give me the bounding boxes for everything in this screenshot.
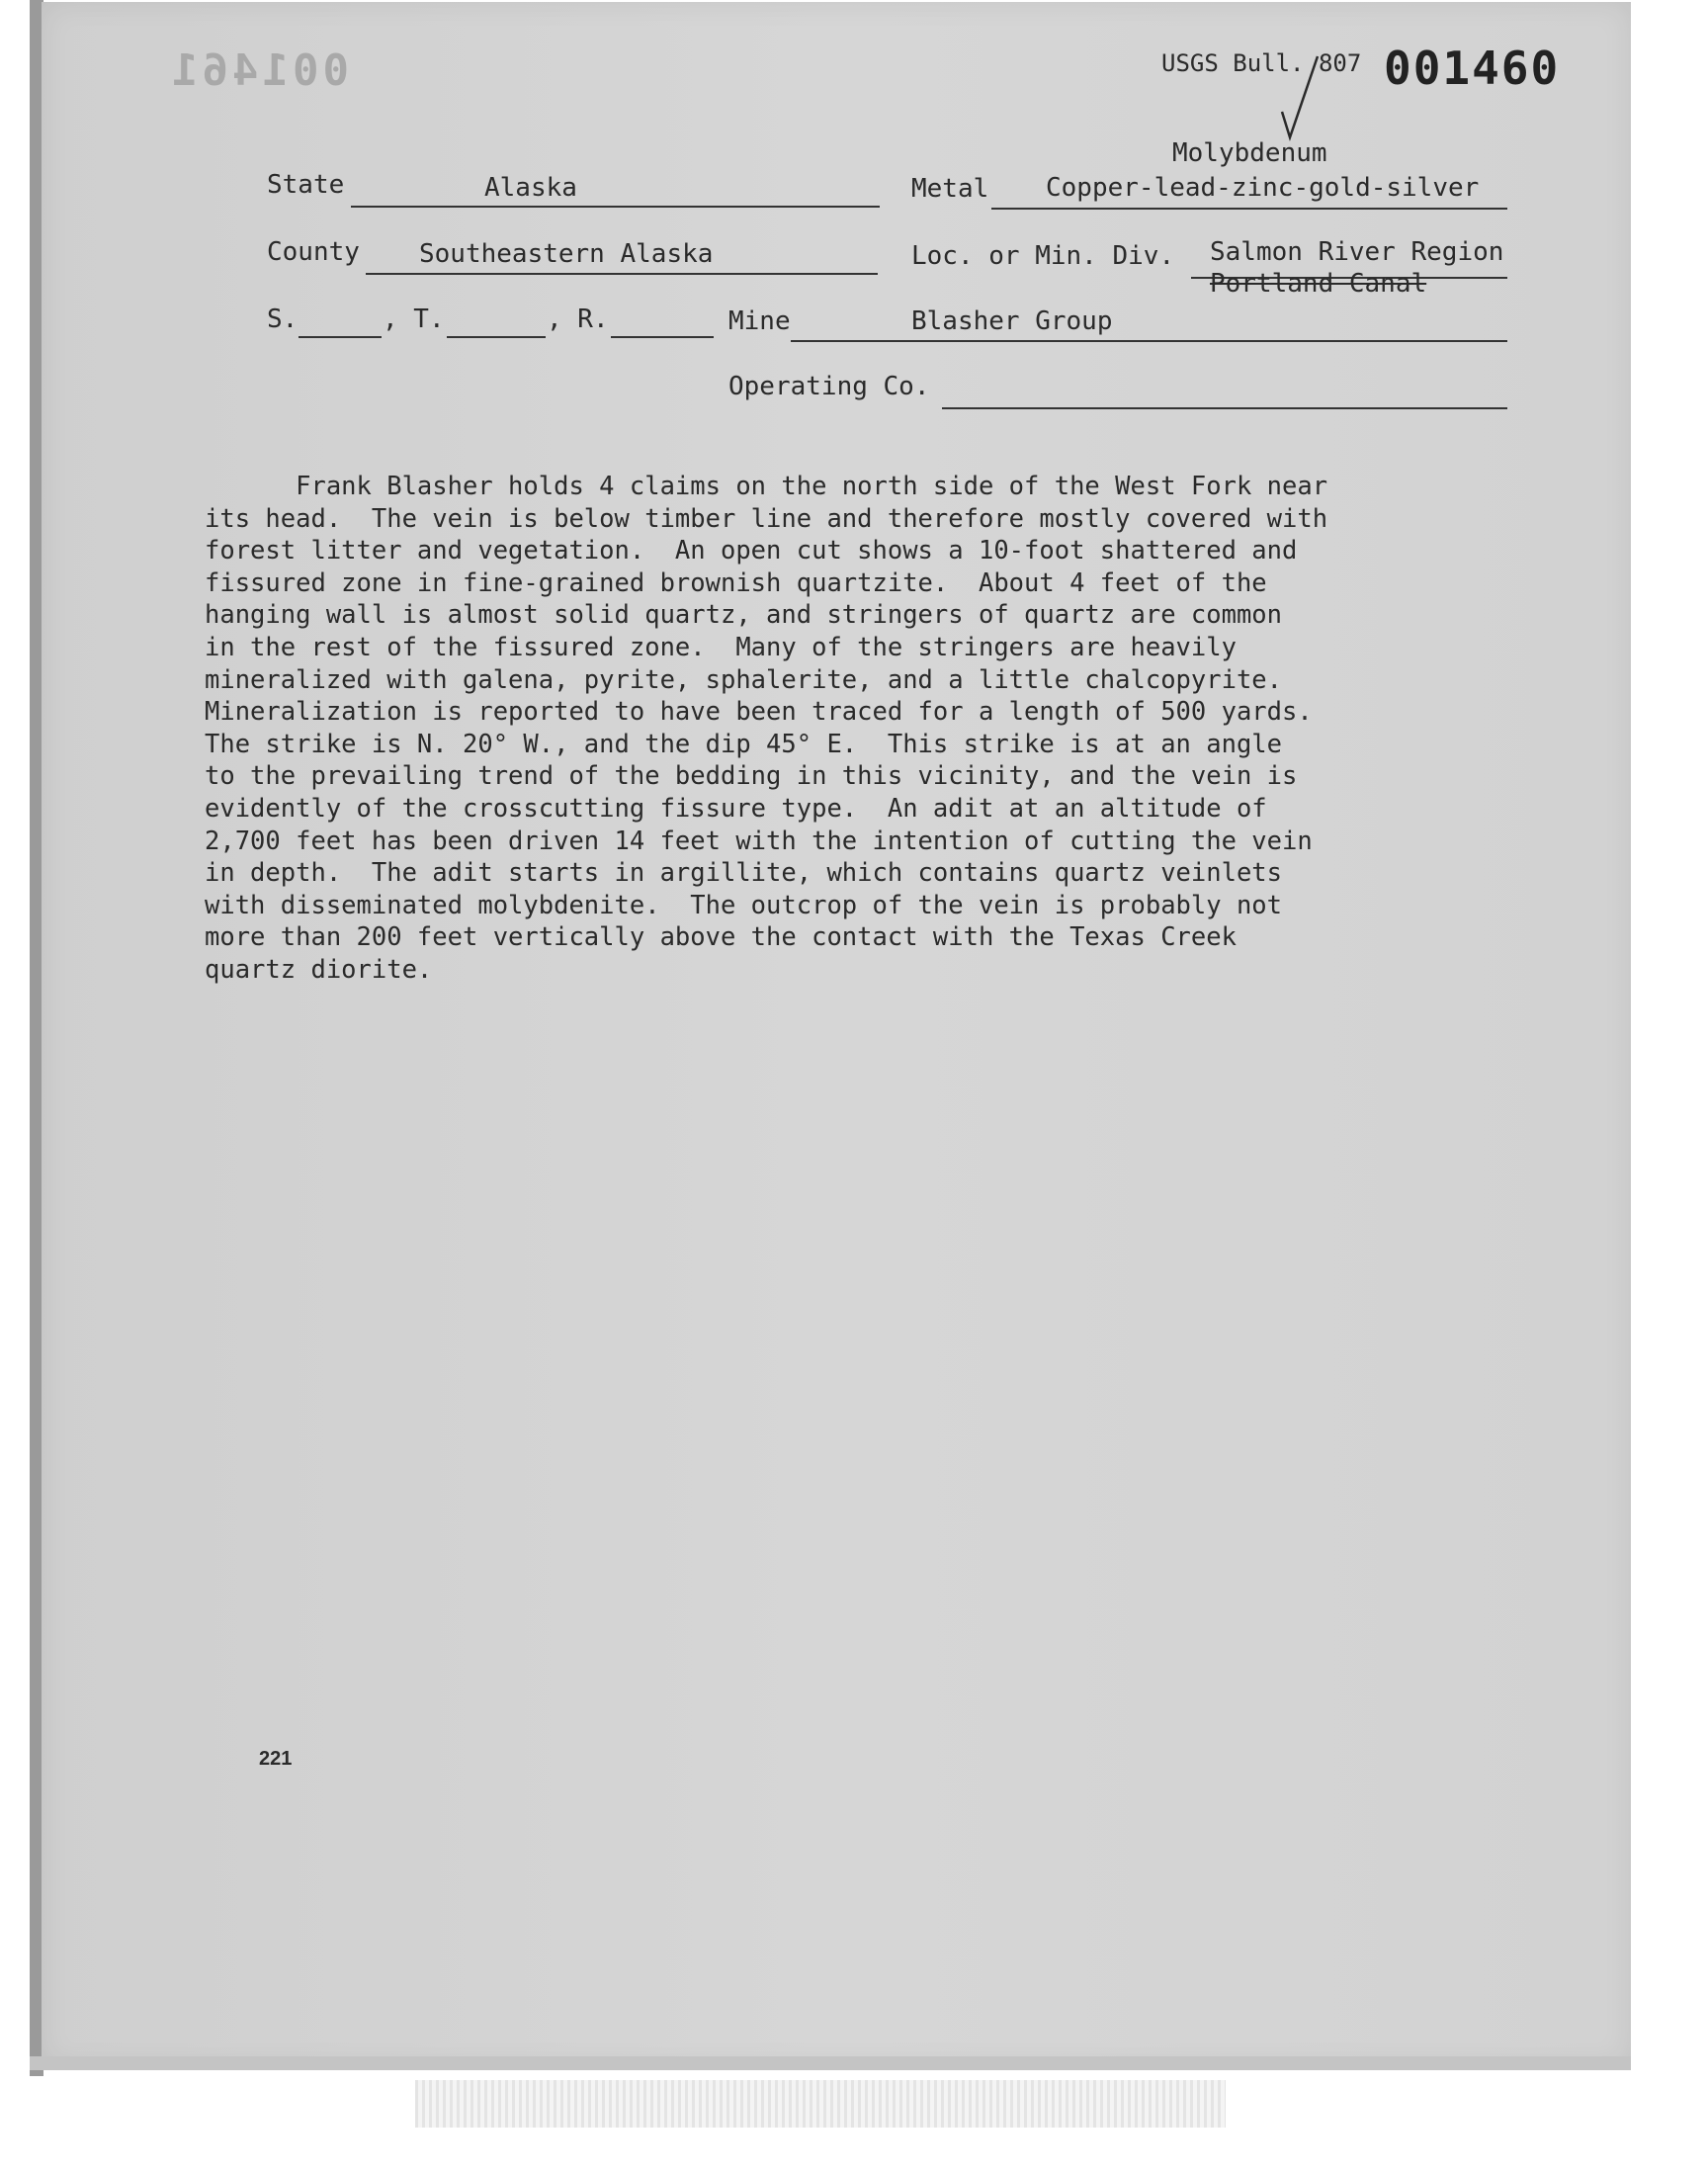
- section-label: S.: [267, 304, 299, 334]
- county-label: County: [267, 237, 360, 267]
- document-id-stamp: 001460: [1384, 42, 1561, 95]
- loc-min-div-label: Loc. or Min. Div.: [911, 241, 1175, 271]
- section-field-line: [299, 336, 382, 338]
- page-number: 221: [259, 1748, 293, 1770]
- county-value: Southeastern Alaska: [419, 239, 714, 269]
- metal-value-added: Molybdenum: [1172, 138, 1327, 168]
- loc-min-div-value: Salmon River Region: [1210, 237, 1504, 267]
- mine-label: Mine: [728, 306, 791, 336]
- description-paragraph: Frank Blasher holds 4 claims on the north side of the West Fork near its head. The vein is below timber line and therefore mostly covered with forest litter and vegetation. An open cut shows a 10-foot shattered and fissured zone in fine-grained brownish quartzite. About 4 feet of the hanging wall is almost solid quartz, and stringers of quartz are common in the rest of the fissured zone. Many of the stringers are heavily mineralized with galena, pyrite, sphalerite, and a little chalcopyrite. Mineralization is reported to have been traced for a length of 500 yards. The strike is N. 20° W., and the dip 45° E. This strike is at an angle to the prevailing trend of the bedding in this vicinity, and the vein is evidently of the crosscutting fissure type. An adit at an altitude of 2,700 feet has been driven 14 feet with the intention of cutting the vein in depth. The adit starts in argillite, which contains quartz veinlets with disseminated molybdenite. The outcrop of the vein is probably not more than 200 feet vertically above the contact with the Texas Creek quartz diorite.: [205, 472, 1328, 985]
- township-label: , T.: [383, 304, 445, 334]
- state-field-line: [351, 206, 880, 208]
- range-field-line: [611, 336, 714, 338]
- mine-value: Blasher Group: [911, 306, 1113, 336]
- scanner-strip: [415, 2080, 1226, 2128]
- range-label: , R.: [547, 304, 609, 334]
- loc-min-div-struck-value: Portland Canal: [1210, 269, 1427, 299]
- state-label: State: [267, 170, 345, 200]
- bulletin-reference: USGS Bull. 807: [1161, 49, 1362, 77]
- operating-co-label: Operating Co.: [728, 372, 930, 401]
- metal-label: Metal: [911, 174, 989, 204]
- check-mark-icon: [1280, 54, 1320, 143]
- state-value: Alaska: [484, 173, 577, 203]
- sheet-bottom-edge: [30, 2056, 1631, 2070]
- metal-field-line: [991, 208, 1507, 210]
- metal-value: Copper-lead-zinc-gold-silver: [1046, 173, 1480, 203]
- county-field-line: [366, 273, 878, 275]
- township-field-line: [447, 336, 546, 338]
- mirrored-stamp-number: 001461: [168, 45, 349, 96]
- mine-field-line: [791, 340, 1507, 342]
- operating-co-field-line: [942, 407, 1507, 409]
